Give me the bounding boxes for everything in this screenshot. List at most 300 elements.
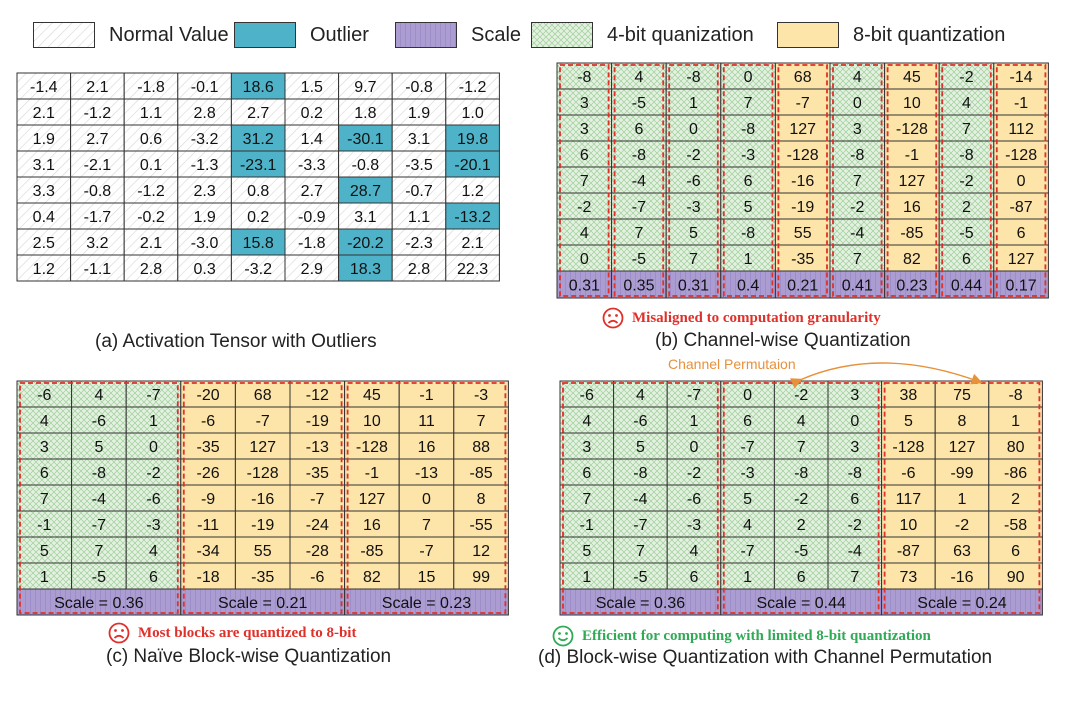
panel-a-cell xyxy=(17,73,71,99)
panel-b-scale-value: 0.41 xyxy=(841,277,873,295)
panel-d-cell xyxy=(560,433,614,459)
panel-b-cell xyxy=(666,141,721,167)
panel-a-cell-value: -1.2 xyxy=(458,79,487,96)
panel-b-cell-value: -35 xyxy=(791,251,815,268)
panel-b-cell-value: 2 xyxy=(962,199,971,216)
panel-a-cell-value: -3.3 xyxy=(298,157,326,174)
panel-a-cell-value: -1.3 xyxy=(190,157,219,174)
panel-a-cell xyxy=(339,255,393,281)
panel-a-cell xyxy=(71,125,125,151)
panel-c-cell xyxy=(235,563,290,589)
panel-b-cell-value: 4 xyxy=(852,69,862,86)
panel-b-cell xyxy=(721,63,776,89)
channel-permutation-arrow xyxy=(800,363,980,382)
panel-a-cell xyxy=(231,125,285,151)
panel-d-cell-value: 6 xyxy=(582,465,592,482)
panel-c-cell-value: -85 xyxy=(360,543,384,560)
panel-c-cell xyxy=(290,537,345,563)
panel-d-cell-value: -4 xyxy=(847,543,862,560)
panel-d-cell xyxy=(721,537,775,563)
panel-b-cell-value: 16 xyxy=(903,199,921,216)
panel-a-cell-value: -1.4 xyxy=(30,79,58,96)
panel-a-cell xyxy=(231,99,285,125)
panel-d-cell xyxy=(882,433,936,459)
panel-c-cell-value: 6 xyxy=(149,569,158,586)
panel-d-cell-value: -6 xyxy=(579,387,594,404)
panel-c-cell-value: 3 xyxy=(39,439,49,456)
panel-b-cell-value: 10 xyxy=(903,95,921,112)
legend-label: 4-bit quanization xyxy=(607,23,754,46)
panel-b-scale-value: 0.23 xyxy=(896,277,928,295)
panel-a-cell-value: -0.7 xyxy=(405,183,433,200)
panel-b-cell xyxy=(721,167,776,193)
panel-d-cell-value: -8 xyxy=(633,465,648,482)
panel-a-cell xyxy=(392,73,446,99)
panel-d-cell xyxy=(667,485,721,511)
panel-b-cell xyxy=(830,245,885,271)
panel-b-cell-value: -6 xyxy=(686,173,701,190)
panel-d-cell xyxy=(774,485,828,511)
panel-a-cell xyxy=(124,125,178,151)
panel-d-cell xyxy=(989,433,1043,459)
panel-d-cell xyxy=(560,459,614,485)
panel-c-cell xyxy=(454,433,509,459)
panel-b-cell xyxy=(994,63,1049,89)
panel-a-cell-value: 3.1 xyxy=(354,209,377,226)
note-panel-c-text: Most blocks are quantized to 8-bit xyxy=(138,624,357,641)
panel-a-cell-value: -1.2 xyxy=(137,183,165,200)
panel-a-cell xyxy=(71,203,125,229)
panel-d-cell xyxy=(560,537,614,563)
panel-a-cell-value: 2.7 xyxy=(247,105,270,122)
panel-a-cell-value: 2.8 xyxy=(139,261,163,278)
panel-a-cell xyxy=(124,73,178,99)
panel-c-cell-value: -6 xyxy=(310,569,325,586)
panel-c-cell-value: 7 xyxy=(422,517,431,534)
panel-b-cell-value: 4 xyxy=(962,95,971,112)
panel-a-cell-value: -1.1 xyxy=(83,261,112,278)
panel-b-cell-value: 45 xyxy=(903,69,921,86)
panel-a-cell xyxy=(446,203,500,229)
panel-c-cell xyxy=(454,381,509,407)
panel-b-scale-value: 0.31 xyxy=(568,277,600,295)
panel-d-cell xyxy=(989,511,1043,537)
panel-b-cell-value: -14 xyxy=(1009,69,1033,86)
panel-d-cell xyxy=(989,485,1043,511)
panel-c-cell xyxy=(181,381,236,407)
panel-c-cell-value: -6 xyxy=(91,413,107,430)
panel-c-cell-value: 4 xyxy=(149,543,158,560)
panel-c-cell-value: -6 xyxy=(146,491,161,508)
panel-d-cell xyxy=(560,511,614,537)
panel-d-cell-value: 1 xyxy=(957,491,967,508)
panel-a-cell-value: -20.2 xyxy=(347,235,384,252)
panel-c-cell xyxy=(235,537,290,563)
panel-c-cell xyxy=(235,433,290,459)
panel-a-cell xyxy=(124,177,178,203)
panel-c-cell xyxy=(454,511,509,537)
panel-c-cell xyxy=(454,485,509,511)
panel-a-cell xyxy=(17,99,71,125)
panel-a-cell xyxy=(285,177,339,203)
panel-a-cell xyxy=(339,203,393,229)
legend-item-normal xyxy=(33,20,229,50)
panel-a-cell xyxy=(178,99,232,125)
panel-b-cell xyxy=(557,141,612,167)
note-panel-b-text: Misaligned to computation granularity xyxy=(632,309,881,326)
panel-b-cell-value: 1 xyxy=(689,95,698,112)
panel-b-cell xyxy=(666,245,721,271)
panel-c-cell-value: -3 xyxy=(146,517,161,534)
panel-a-cell-value: 0.3 xyxy=(193,261,216,278)
panel-b-cell xyxy=(939,219,994,245)
panel-b-cell xyxy=(885,115,940,141)
panel-b-cell-value: -8 xyxy=(686,69,701,86)
panel-a-cell-value: 2.1 xyxy=(32,105,55,122)
panel-b-cell-value: 55 xyxy=(793,225,812,242)
panel-b-cell xyxy=(885,167,940,193)
panel-d-cell xyxy=(882,537,936,563)
panel-c-cell-value: 4 xyxy=(39,413,49,430)
panel-b-cell-value: -8 xyxy=(740,121,756,138)
panel-c-cell-value: 5 xyxy=(39,543,49,560)
panel-b-cell-value: -8 xyxy=(577,69,592,86)
panel-c-cell xyxy=(235,407,290,433)
panel-c-cell xyxy=(345,537,400,563)
panel-b-cell xyxy=(885,141,940,167)
panel-c-cell-value: -8 xyxy=(91,465,107,482)
panel-a-cell-value: 1.4 xyxy=(300,131,323,148)
panel-d-cell-value: 73 xyxy=(899,569,918,586)
panel-a-cell-value: 2.8 xyxy=(407,261,431,278)
panel-d-cell-value: 0 xyxy=(743,387,753,404)
panel-c-cell-value: -16 xyxy=(251,491,275,508)
panel-a-cell-value: 0.1 xyxy=(139,157,163,174)
panel-a-cell-value: -0.8 xyxy=(351,157,380,174)
panel-b-cell-value: 68 xyxy=(793,69,812,86)
panel-b-cell-value: -85 xyxy=(900,225,924,242)
panel-c-cell-value: 7 xyxy=(39,491,49,508)
note-panel-b xyxy=(602,307,881,329)
panel-b-cell xyxy=(612,89,667,115)
panel-a-cell xyxy=(285,73,339,99)
panel-d-cell xyxy=(828,433,882,459)
panel-d-cell xyxy=(721,459,775,485)
panel-d-cell xyxy=(935,459,989,485)
panel-a-cell xyxy=(285,151,339,177)
panel-b-cell-value: 4 xyxy=(579,225,589,242)
panel-b-cell xyxy=(885,63,940,89)
panel-c-cell xyxy=(345,511,400,537)
panel-a-cell-value: -13.2 xyxy=(454,209,491,226)
panel-c-cell-value: -13 xyxy=(305,439,329,456)
panel-b-cell xyxy=(666,193,721,219)
legend-label: 8-bit quantization xyxy=(853,23,1006,46)
panel-a-cell-value: -23.1 xyxy=(239,157,277,174)
panel-a-cell-value: -1.8 xyxy=(298,235,326,252)
panel-d-cell xyxy=(989,381,1043,407)
panel-a-cell xyxy=(285,229,339,255)
panel-b-cell xyxy=(612,245,667,271)
panel-b-cell xyxy=(666,115,721,141)
panel-c-cell-value: -34 xyxy=(196,543,220,560)
panel-a-cell xyxy=(231,73,285,99)
panel-d-cell xyxy=(667,459,721,485)
panel-d-cell xyxy=(614,381,668,407)
smiley-face-icon xyxy=(552,625,574,647)
panel-a-cell xyxy=(392,99,446,125)
panel-d-cell xyxy=(989,537,1043,563)
panel-a-cell xyxy=(17,151,71,177)
panel-a-grid xyxy=(17,73,499,281)
panel-b-cell-value: -4 xyxy=(850,225,865,242)
panel-a-cell xyxy=(392,177,446,203)
panel-d-cell xyxy=(828,537,882,563)
panel-a-cell xyxy=(392,229,446,255)
panel-b-cell xyxy=(939,167,994,193)
panel-b-cell xyxy=(939,115,994,141)
panel-b-cell-value: 7 xyxy=(852,251,862,268)
panel-c-cell xyxy=(181,433,236,459)
panel-a-cell xyxy=(392,125,446,151)
panel-d-cell xyxy=(935,433,989,459)
panel-d-cell-value: -4 xyxy=(633,491,648,508)
panel-a-cell xyxy=(231,229,285,255)
panel-c-cell-value: -6 xyxy=(200,413,216,430)
panel-a-cell xyxy=(178,177,232,203)
panel-c-cell xyxy=(290,381,345,407)
panel-d-cell xyxy=(667,537,721,563)
panel-d-cell-value: 0 xyxy=(689,439,699,456)
panel-d-cell-value: 3 xyxy=(850,439,860,456)
legend-swatch-q8 xyxy=(777,22,839,48)
panel-b-cell-value: 6 xyxy=(579,147,589,164)
panel-d-cell xyxy=(774,459,828,485)
panel-b-cell-value: 3 xyxy=(579,121,589,138)
panel-b-cell xyxy=(939,245,994,271)
panel-a-cell xyxy=(17,177,71,203)
panel-b-cell xyxy=(721,115,776,141)
panel-d-cell xyxy=(560,563,614,589)
panel-c-cell xyxy=(126,511,181,537)
panel-d-cell-value: -7 xyxy=(686,387,702,404)
panel-a-cell-value: 3.3 xyxy=(32,183,55,200)
panel-c-cell-value: -5 xyxy=(91,569,107,586)
panel-b-cell xyxy=(994,141,1049,167)
panel-d-cell xyxy=(721,563,775,589)
panel-b-cell-value: 127 xyxy=(898,173,926,190)
panel-c-scale-value: Scale = 0.23 xyxy=(381,595,472,612)
panel-c-cell-value: -13 xyxy=(414,465,439,482)
panel-c-cell-value: -2 xyxy=(146,465,161,482)
panel-c-cell-value: -12 xyxy=(305,387,329,404)
panel-b-cell-value: -16 xyxy=(791,173,815,190)
panel-a-cell xyxy=(446,73,500,99)
panel-d-cell xyxy=(774,407,828,433)
panel-a-cell-value: 2.7 xyxy=(300,183,323,200)
panel-b-scale-value: 0.17 xyxy=(1005,277,1037,295)
panel-b-cell xyxy=(666,219,721,245)
panel-c-cell xyxy=(17,537,72,563)
panel-a-cell xyxy=(446,229,500,255)
panel-d-cell-value: 7 xyxy=(850,569,860,586)
panel-c-cell-value: 1 xyxy=(149,413,158,430)
panel-d-cell-value: 1 xyxy=(582,569,592,586)
panel-c-cell xyxy=(454,537,509,563)
panel-a-cell xyxy=(124,255,178,281)
panel-c-scale-row xyxy=(17,589,508,615)
panel-c-cell-value: -19 xyxy=(305,413,329,430)
panel-a-cell xyxy=(231,255,285,281)
panel-b-cell-value: 6 xyxy=(1016,225,1026,242)
panel-b-cell xyxy=(775,219,830,245)
panel-d-cell-value: 5 xyxy=(903,413,913,430)
panel-b-cell xyxy=(775,115,830,141)
panel-d-cell xyxy=(667,511,721,537)
legend-item-scale xyxy=(395,20,521,50)
panel-a-cell-value: -0.9 xyxy=(298,209,326,226)
panel-d-cell-value: -7 xyxy=(740,543,755,560)
panel-d-cell-value: 7 xyxy=(582,491,592,508)
panel-c-cell xyxy=(126,563,181,589)
panel-b-cell xyxy=(612,167,667,193)
caption-panel-c: (c) Naïve Block-wise Quantization xyxy=(106,646,392,667)
panel-c-cell-value: -7 xyxy=(419,543,434,560)
panel-b-cell xyxy=(939,63,994,89)
panel-c-cell-value: -6 xyxy=(37,387,52,404)
panel-c-cell-value: -20 xyxy=(196,387,220,404)
legend-item-q4 xyxy=(531,20,754,50)
sad-face-icon xyxy=(108,622,130,644)
panel-b-cell xyxy=(994,219,1049,245)
panel-a-cell-value: 22.3 xyxy=(457,261,489,278)
panel-b-cell xyxy=(612,63,667,89)
panel-a-cell-value: -0.8 xyxy=(405,79,433,96)
panel-c-cell-value: 127 xyxy=(249,439,277,456)
panel-d-cell-value: 4 xyxy=(689,543,699,560)
panel-d-cell xyxy=(774,433,828,459)
panel-c-cell-value: 45 xyxy=(363,387,381,404)
panel-c-cell xyxy=(181,511,236,537)
panel-a-cell-value: 1.1 xyxy=(139,105,163,122)
panel-a-cell xyxy=(178,255,232,281)
panel-b-cell xyxy=(939,89,994,115)
panel-b-cell-value: -5 xyxy=(631,251,647,268)
panel-a-cell-value: -3.5 xyxy=(405,157,433,174)
panel-d-cell-value: 90 xyxy=(1006,569,1025,586)
panel-a-cell-value: 2.1 xyxy=(461,235,484,252)
panel-d-cell-value: 5 xyxy=(582,543,592,560)
panel-c-cell xyxy=(181,407,236,433)
panel-b-cell xyxy=(775,245,830,271)
panel-a-cell-value: 19.8 xyxy=(457,131,489,148)
legend-label: Normal Value xyxy=(109,23,229,46)
legend-swatch-normal xyxy=(33,22,95,48)
panel-c-cell xyxy=(290,433,345,459)
panel-b-cell xyxy=(830,89,885,115)
panel-a-cell-value: 2.1 xyxy=(139,235,163,252)
panel-d-cell xyxy=(935,511,989,537)
panel-d-cell-value: 3 xyxy=(582,439,592,456)
panel-c-cell-value: 4 xyxy=(94,387,104,404)
panel-d-cell-value: -5 xyxy=(633,569,648,586)
panel-d-cell-value: 6 xyxy=(743,413,753,430)
panel-c-cell xyxy=(290,407,345,433)
panel-c-cell xyxy=(72,485,127,511)
panel-b-scale-value: 0.35 xyxy=(623,277,655,295)
panel-b-cell-value: 127 xyxy=(1007,251,1035,268)
panel-d-cell-value: 63 xyxy=(953,543,971,560)
panel-c-cell xyxy=(399,459,454,485)
panel-b-cell-value: -2 xyxy=(850,199,865,216)
panel-b-cell-value: 5 xyxy=(689,225,698,242)
panel-c-cell xyxy=(290,459,345,485)
panel-d-cell xyxy=(560,485,614,511)
panel-b-cell xyxy=(775,193,830,219)
panel-c-cell-value: 16 xyxy=(363,517,381,534)
panel-b-cell xyxy=(830,219,885,245)
panel-c-cell-value: -128 xyxy=(355,439,388,456)
panel-b-cell xyxy=(721,193,776,219)
panel-d-cell-value: -2 xyxy=(686,465,702,482)
panel-b-cell xyxy=(557,245,612,271)
panel-c-cell xyxy=(181,563,236,589)
panel-c-cell-value: -7 xyxy=(146,387,161,404)
panel-b-cell xyxy=(666,167,721,193)
panel-c-cell xyxy=(290,563,345,589)
panel-c-cell xyxy=(290,485,345,511)
panel-c-cell xyxy=(399,485,454,511)
panel-b-cell-value: 7 xyxy=(852,173,862,190)
panel-d-cell xyxy=(989,407,1043,433)
panel-a-cell xyxy=(446,255,500,281)
panel-c-cell-value: 0 xyxy=(149,439,158,456)
panel-a-cell-value: 2.3 xyxy=(193,183,216,200)
panel-c-cell-value: 12 xyxy=(472,543,490,560)
panel-a-cell xyxy=(339,177,393,203)
panel-d-cell xyxy=(721,381,775,407)
panel-d-cell xyxy=(882,563,936,589)
panel-b-grid xyxy=(557,63,1048,271)
panel-b-cell-value: 0 xyxy=(579,251,589,268)
panel-b-cell xyxy=(775,167,830,193)
panel-c-cell-value: 1 xyxy=(39,569,49,586)
panel-b-cell xyxy=(885,245,940,271)
panel-c-cell xyxy=(399,381,454,407)
panel-a-cell xyxy=(71,151,125,177)
legend-swatch-scale xyxy=(395,22,457,48)
panel-a-cell xyxy=(178,73,232,99)
panel-c-cell-value: 0 xyxy=(422,491,431,508)
panel-c-cell xyxy=(17,563,72,589)
panel-d-cell xyxy=(935,537,989,563)
panel-b-cell-value: 3 xyxy=(579,95,589,112)
panel-d-cell-value: -16 xyxy=(950,569,974,586)
panel-d-cell xyxy=(882,381,936,407)
panel-a-cell xyxy=(17,229,71,255)
panel-a-cell xyxy=(231,151,285,177)
panel-b-cell-value: -3 xyxy=(686,199,701,216)
panel-a-cell-value: 1.9 xyxy=(32,131,55,148)
panel-d-cell-value: 4 xyxy=(635,387,645,404)
panel-a-cell-value: 0.6 xyxy=(139,131,163,148)
panel-c-cell-value: 11 xyxy=(418,413,435,430)
panel-b-cell-value: -4 xyxy=(631,173,647,190)
panel-a-cell xyxy=(71,177,125,203)
panel-b-cell xyxy=(830,115,885,141)
panel-c-cell xyxy=(17,511,72,537)
panel-c-cell xyxy=(72,511,127,537)
